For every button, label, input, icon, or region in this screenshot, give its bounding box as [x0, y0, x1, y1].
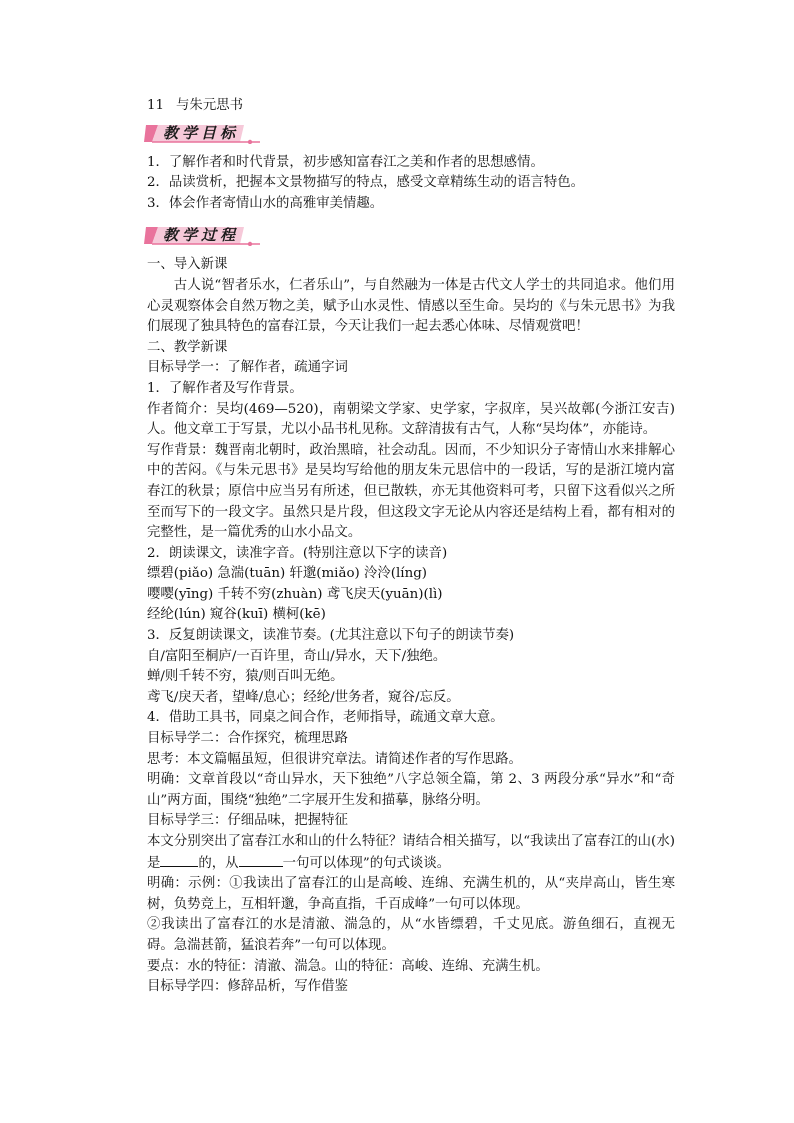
objective-item: 1．了解作者和时代背景，初步感知富春江之美和作者的思想感情。 — [147, 154, 544, 170]
rhythm-line: 蝉/则千转不穷，猿/则百叫无绝。 — [147, 669, 344, 685]
question-3-part-a: 本文分别突出了富春江水和山的什么特征？请结合相关描写，以“我读出了富春江的山(水)是 — [147, 834, 675, 871]
goal-heading-2: 目标导学二：合作探究，梳理思路 — [147, 731, 348, 747]
answer-1: 明确：文章首段以“奇山异水，天下独绝”八字总领全篇，第 2、3 两段分承“异水”和“奇山”两方面，围绕“独绝”二字展开生发和描摹，脉络分明。 — [147, 772, 675, 808]
writing-background: 写作背景：魏晋南北朝时，政治黑暗，社会动乱。因而，不少知识分子寄情山水来排解心中的苦闷。《与朱元思书》是吴均写给他的朋友朱元思信中的一段话，写的是浙江境内富春江的秋景；原信中应当另有所述，但已散轶，亦无其他资料可考，只留下这看似兴之所至而写下的一段文字。虽然只是片段，但这段文字无论从内容还是结构上看，都有相对的完整性，是一篇优秀的山水小品文。 — [147, 442, 675, 541]
key-points: 要点：水的特征：清澈、湍急。山的特征：高峻、连绵、充满生机。 — [147, 958, 549, 974]
section-title-process: 教学过程 — [163, 226, 240, 245]
question-3-part-c: 一句可以体现”的句式谈谈。 — [282, 855, 451, 871]
think-question: 思考：本文篇幅虽短，但很讲究章法。请简述作者的写作思路。 — [147, 751, 522, 767]
lesson-title — [147, 96, 675, 117]
heading-new-lesson: 二、教学新课 — [147, 339, 228, 355]
step-4: 4．借助工具书，同桌之间合作，老师指导，疏通文章大意。 — [147, 710, 504, 726]
fill-blank — [239, 853, 283, 867]
objective-item: 2．品读赏析，把握本文景物描写的特点，感受文章精练生动的语言特色。 — [147, 175, 585, 191]
heading-intro: 一、导入新课 — [147, 257, 228, 273]
lesson-content — [147, 96, 675, 998]
step-2: 2．朗读课文，读准字音。(特别注意以下字的读音) — [147, 545, 448, 561]
section-banner-process — [144, 224, 260, 246]
pinyin-line: 缥碧(piǎo) 急湍(tuān) 轩邈(miǎo) 泠泠(líng) — [147, 566, 427, 582]
section-title-objectives: 教学目标 — [163, 123, 240, 142]
question-3-part-b: 的，从 — [198, 855, 239, 871]
section-banner-objectives — [144, 122, 260, 144]
goal-heading-3: 目标导学三：仔细品味，把握特征 — [147, 813, 348, 829]
step-1: 1．了解作者及写作背景。 — [147, 380, 303, 396]
lesson-number: 11 — [147, 98, 165, 113]
answer-3-water: ②我读出了富春江的水是清澈、湍急的，从“水皆缥碧，千丈见底。游鱼细石，直视无碍。急湍甚箭，猛浪若奔”一句可以体现。 — [147, 917, 675, 953]
pinyin-line: 嘤嘤(yīng) 千转不穷(zhuàn) 鸢飞戾天(yuān)(lì) — [147, 586, 443, 602]
step-3: 3．反复朗读课文，读准节奏。(尤其注意以下句子的朗读节奏) — [147, 628, 515, 644]
goal-heading-1: 目标导学一：了解作者，疏通字词 — [147, 360, 348, 376]
author-intro: 作者简介：吴均(469—520)，南朝梁文学家、史学家，字叔庠，吴兴故鄣(今浙江安吉)人。他文章工于写景，尤以小品书札见称。文辞清拔有古气，人称“吴均体”，亦能诗。 — [147, 401, 675, 438]
answer-3-mountain: 明确：示例：①我读出了富春江的山是高峻、连绵、充满生机的，从“夹岸高山，皆生寒树，负势竞上，互相轩邈，争高直指，千百成峰”一句可以体现。 — [147, 876, 675, 912]
goal-heading-4: 目标导学四：修辞品析，写作借鉴 — [147, 979, 348, 995]
rhythm-line: 鸢飞/戾天者，望峰/息心；经纶/世务者，窥谷/忘反。 — [147, 689, 460, 705]
objective-item: 3．体会作者寄情山水的高雅审美情趣。 — [147, 195, 384, 211]
lesson-title-text: 与朱元思书 — [176, 98, 243, 113]
fill-blank — [160, 853, 198, 867]
intro-paragraph: 古人说“智者乐水，仁者乐山”，与自然融为一体是古代文人学士的共同追求。他们用心灵观察体会自然万物之美，赋予山水灵性、情感以至生命。吴均的《与朱元思书》为我们展现了独具特色的富春江景，今天让我们一起去悉心体味、尽情观赏吧！ — [147, 277, 675, 335]
rhythm-line: 自/富阳至桐庐/一百许里，奇山/异水，天下/独绝。 — [147, 648, 447, 664]
pinyin-line: 经纶(lún) 窥谷(kuī) 横柯(kē) — [147, 607, 326, 623]
question-3 — [147, 832, 675, 874]
